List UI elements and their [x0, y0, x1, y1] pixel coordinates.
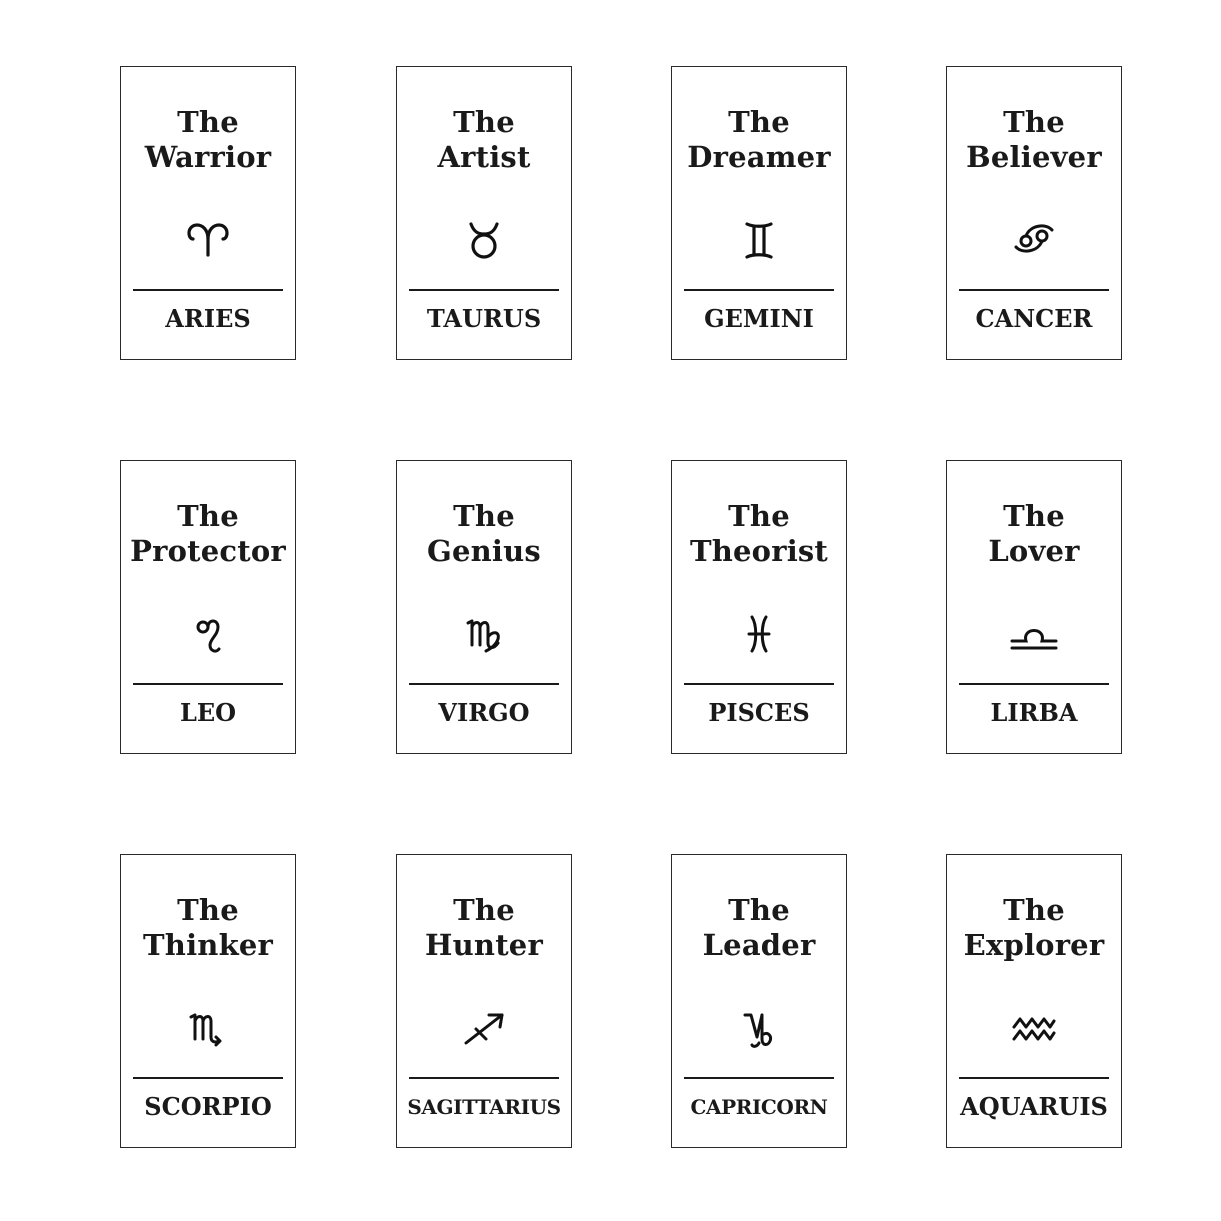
divider [959, 1077, 1109, 1079]
card-title [672, 499, 846, 569]
card-title-line2: Dreamer [687, 140, 831, 174]
card-scorpio [120, 854, 296, 1148]
divider [684, 1077, 834, 1079]
divider [409, 1077, 559, 1079]
sign-name: SCORPIO [144, 1092, 272, 1121]
divider [409, 683, 559, 685]
card-title-line1: The [1003, 893, 1065, 927]
sign-name: CANCER [975, 304, 1093, 333]
card-title-line1: The [1003, 499, 1065, 533]
card-title [672, 893, 846, 963]
divider [684, 683, 834, 685]
capricorn-icon [731, 1005, 787, 1051]
divider [684, 289, 834, 291]
cancer-icon [1006, 217, 1062, 263]
card-title-line1: The [728, 893, 790, 927]
taurus-icon [456, 217, 512, 263]
card-title-line2: Thinker [143, 928, 273, 962]
divider [409, 289, 559, 291]
card-title-line1: The [177, 105, 239, 139]
sign-name: AQUARUIS [960, 1092, 1108, 1121]
sign-name: LIRBA [990, 698, 1078, 727]
card-title-line1: The [453, 893, 515, 927]
leo-icon [180, 611, 236, 657]
sign-name: ARIES [165, 304, 251, 333]
card-libra [946, 460, 1122, 754]
sign-name: LEO [179, 698, 237, 727]
card-title-line2: Believer [966, 140, 1102, 174]
card-title-line2: Hunter [425, 928, 543, 962]
card-title-line1: The [1003, 105, 1065, 139]
card-title-line2: Lover [988, 534, 1080, 568]
card-sagittarius [396, 854, 572, 1148]
pisces-icon [731, 611, 787, 657]
card-title-line2: Explorer [963, 928, 1105, 962]
sign-name: TAURUS [426, 304, 542, 333]
card-title-line1: The [728, 499, 790, 533]
card-title-line2: Leader [702, 928, 816, 962]
card-leo [120, 460, 296, 754]
scorpio-icon [180, 1005, 236, 1051]
card-title-line2: Warrior [144, 140, 272, 174]
sagittarius-icon [456, 1005, 512, 1051]
card-title [121, 893, 295, 963]
sign-name: PISCES [708, 698, 810, 727]
card-title-line1: The [453, 499, 515, 533]
card-title [397, 499, 571, 569]
card-title [947, 893, 1121, 963]
card-gemini [671, 66, 847, 360]
card-title-line1: The [177, 893, 239, 927]
divider [959, 289, 1109, 291]
card-cancer [946, 66, 1122, 360]
gemini-icon [731, 217, 787, 263]
card-title-line1: The [177, 499, 239, 533]
card-title [947, 499, 1121, 569]
card-title-line2: Protector [130, 534, 286, 568]
card-title-line2: Theorist [689, 534, 829, 568]
libra-icon [1006, 611, 1062, 657]
card-title [397, 893, 571, 963]
card-title [397, 105, 571, 175]
card-title [121, 105, 295, 175]
card-capricorn [671, 854, 847, 1148]
card-aries [120, 66, 296, 360]
card-virgo [396, 460, 572, 754]
sign-name: CAPRICORN [690, 1095, 828, 1119]
card-title [121, 499, 295, 569]
aries-icon [180, 217, 236, 263]
sign-name: SAGITTARIUS [407, 1095, 561, 1119]
card-title-line2: Genius [427, 534, 541, 568]
sign-name: GEMINI [704, 304, 814, 333]
card-title [672, 105, 846, 175]
divider [133, 683, 283, 685]
sign-name: VIRGO [438, 698, 530, 727]
card-title [947, 105, 1121, 175]
aquarius-icon [1006, 1005, 1062, 1051]
card-pisces [671, 460, 847, 754]
divider [959, 683, 1109, 685]
divider [133, 289, 283, 291]
card-title-line1: The [728, 105, 790, 139]
divider [133, 1077, 283, 1079]
card-aquarius [946, 854, 1122, 1148]
card-title-line1: The [453, 105, 515, 139]
card-title-line2: Artist [437, 140, 531, 174]
card-taurus [396, 66, 572, 360]
virgo-icon [456, 611, 512, 657]
